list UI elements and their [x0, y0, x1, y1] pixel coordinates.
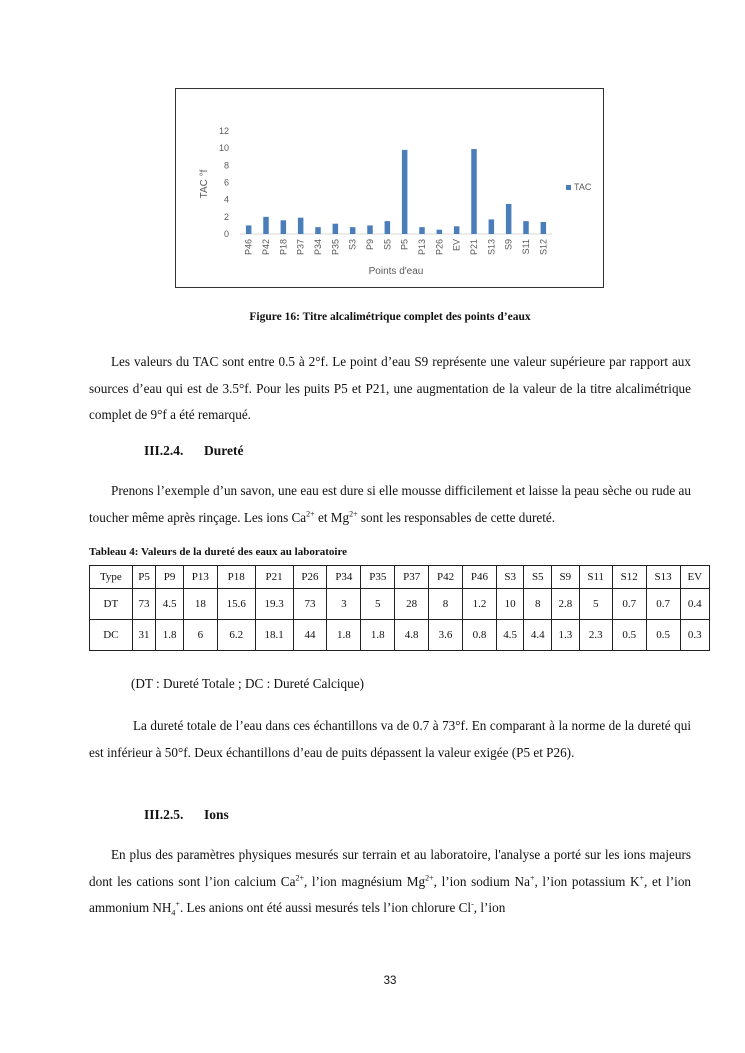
- x-tick-label: P26: [434, 239, 445, 256]
- table-cell: 2.3: [579, 620, 612, 651]
- tac-paragraph: Les valeurs du TAC sont entre 0.5 à 2°f. Le point d’eau S9 représente une valeur supérieure par rapport aux sources d’eau qui est de 3.5°f. Pour les puits P5 et P21, une augmentation de la valeur de la titre alcalimétrique complet de 9°f a été remarqué.: [89, 354, 691, 422]
- table-cell: S13: [646, 566, 680, 589]
- table-cell: 0.5: [612, 620, 646, 651]
- table-cell: 1.3: [552, 620, 580, 651]
- table-cell: 10: [496, 589, 524, 620]
- bar: [506, 204, 512, 234]
- table-cell: 6.2: [217, 620, 255, 651]
- table-cell: 8: [429, 589, 463, 620]
- table-cell: DT: [90, 589, 133, 620]
- bar: [246, 225, 252, 234]
- y-tick-label: 4: [223, 194, 229, 205]
- table-cell: P34: [327, 566, 361, 589]
- x-tick-label: P34: [313, 239, 323, 256]
- legend-swatch: [566, 185, 571, 190]
- table-cell: 8: [524, 589, 552, 620]
- section-heading-ions: [144, 807, 229, 823]
- ions-paragraph: En plus des paramètres physiques mesurés sur terrain et au laboratoire, l'analyse a porté sur les ions majeurs dont les cations sont l’ion calcium $Ca^{2+}$, l’ion magnésium $Mg^{2+}$, l’ion sodium Na+, l’ion potassium K+, et l’ion ammonium $NH_4^+$. Les anions ont été aussi mesurés tels l’ion chlorure Cl-, l’ion: [89, 847, 692, 918]
- table-cell: 3: [327, 589, 361, 620]
- y-tick-label: 0: [223, 229, 229, 239]
- table-cell: P5: [132, 566, 156, 589]
- section-title: Dureté: [204, 443, 244, 458]
- y-axis-label: TAC °f: [199, 169, 210, 199]
- table-cell: P18: [217, 566, 255, 589]
- x-tick-label: P42: [261, 239, 271, 256]
- section-title: Ions: [204, 807, 229, 822]
- bar: [281, 220, 287, 234]
- table-title: Tableau 4: Valeurs de la dureté des eaux au laboratoire: [89, 546, 348, 558]
- bar: [315, 227, 321, 234]
- table-cell: 0.8: [463, 620, 497, 651]
- bar: [471, 149, 477, 234]
- bar: [489, 219, 495, 234]
- table-cell: 1.8: [327, 620, 361, 651]
- table-cell: P35: [361, 566, 395, 589]
- durete-analysis-paragraph: La dureté totale de l’eau dans ces échantillons va de 0.7 à 73°f. En comparant à la norme de la dureté qui est inférieur à 50°f. Deux échantillons d’eau de puits dépassent la valeur exigée (P5 et P26).: [89, 718, 691, 760]
- x-tick-label: S13: [486, 239, 497, 256]
- x-tick-label: P37: [295, 239, 306, 256]
- durete-paragraph: Prenons l’exemple d’un savon, une eau est dure si elle mousse difficilement et laisse la peau sèche ou rude au toucher même après rinçage. Les ions $Ca^{2+}$ et $Mg^{2+}$ sont les responsables de cette dureté.: [89, 483, 691, 525]
- table-cell: 4.4: [524, 620, 552, 651]
- section-number: III.2.4.: [144, 443, 184, 458]
- x-tick-label: P35: [330, 239, 341, 256]
- x-tick-label: EV: [451, 239, 462, 252]
- table-cell: 6: [183, 620, 217, 651]
- table-row: [90, 589, 710, 620]
- table-cell: 44: [293, 620, 327, 651]
- table-cell: 4.8: [395, 620, 429, 651]
- table-cell: 0.7: [646, 589, 680, 620]
- table-cell: 31: [132, 620, 156, 651]
- x-tick-label: P18: [278, 239, 289, 256]
- table-cell: 3.6: [429, 620, 463, 651]
- table-cell: 1.8: [156, 620, 184, 651]
- table-cell: Type: [90, 566, 133, 589]
- table-cell: 28: [395, 589, 429, 620]
- table-cell: S5: [524, 566, 552, 589]
- table-cell: 19.3: [255, 589, 293, 620]
- table-cell: 73: [293, 589, 327, 620]
- bar: [350, 227, 356, 234]
- x-axis-label: Points d'eau: [368, 266, 424, 277]
- hardness-table: [89, 565, 710, 651]
- table-cell: P46: [463, 566, 497, 589]
- section-heading-durete: [144, 443, 244, 459]
- table-cell: P37: [395, 566, 429, 589]
- x-tick-label: P21: [469, 239, 479, 256]
- table-cell: 0.4: [680, 589, 709, 620]
- tac-chart-svg: [176, 89, 605, 289]
- x-tick-label: P9: [365, 239, 375, 251]
- y-tick-label: 8: [223, 160, 229, 171]
- table-cell: 1.8: [361, 620, 395, 651]
- section-number: III.2.5.: [144, 807, 184, 822]
- table-cell: 1.2: [463, 589, 497, 620]
- table-cell: 18: [183, 589, 217, 620]
- bar: [402, 150, 408, 234]
- table-cell: 5: [361, 589, 395, 620]
- table-cell: P9: [156, 566, 184, 589]
- figure-caption: Figure 16: Titre alcalimétrique complet des points d’eaux: [249, 311, 531, 323]
- bar: [419, 227, 425, 234]
- table-cell: 0.3: [680, 620, 709, 651]
- bar: [454, 226, 460, 234]
- table-cell: S3: [496, 566, 524, 589]
- table-note: (DT : Dureté Totale ; DC : Dureté Calcique): [131, 676, 364, 691]
- table-row: [90, 620, 710, 651]
- table-cell: 4.5: [156, 589, 184, 620]
- x-tick-label: S3: [347, 239, 358, 251]
- x-tick-label: P46: [243, 239, 254, 256]
- legend-label: TAC: [574, 182, 592, 192]
- table-header-row: [90, 566, 710, 589]
- table-cell: P21: [255, 566, 293, 589]
- bar: [298, 218, 304, 234]
- x-tick-label: P5: [399, 239, 410, 251]
- table-cell: S12: [612, 566, 646, 589]
- bar: [541, 222, 547, 234]
- table-cell: 2.8: [552, 589, 580, 620]
- page-number: 33: [383, 975, 397, 987]
- table-cell: 15.6: [217, 589, 255, 620]
- table-cell: P13: [183, 566, 217, 589]
- table-cell: 73: [132, 589, 156, 620]
- bar: [385, 221, 391, 234]
- table-cell: S9: [552, 566, 580, 589]
- bar: [333, 224, 339, 234]
- table-cell: DC: [90, 620, 133, 651]
- bar: [367, 225, 373, 234]
- x-tick-label: S9: [503, 239, 514, 251]
- bar: [523, 221, 529, 234]
- table-cell: 5: [579, 589, 612, 620]
- y-tick-label: 6: [223, 177, 229, 188]
- y-tick-label: 12: [218, 126, 229, 136]
- x-tick-label: S12: [538, 239, 549, 256]
- bar: [263, 217, 269, 234]
- y-tick-label: 2: [223, 211, 229, 222]
- x-tick-label: S5: [382, 239, 393, 251]
- x-tick-label: S11: [521, 239, 531, 255]
- table-cell: EV: [680, 566, 709, 589]
- table-cell: 0.7: [612, 589, 646, 620]
- table-cell: 4.5: [496, 620, 524, 651]
- table-cell: 0.5: [646, 620, 680, 651]
- bar: [437, 230, 443, 234]
- x-tick-label: P13: [417, 239, 427, 256]
- tac-chart: [175, 88, 604, 288]
- table-cell: P42: [429, 566, 463, 589]
- table-cell: S11: [579, 566, 612, 589]
- table-cell: 18.1: [255, 620, 293, 651]
- y-tick-label: 10: [218, 143, 229, 154]
- table-cell: P26: [293, 566, 327, 589]
